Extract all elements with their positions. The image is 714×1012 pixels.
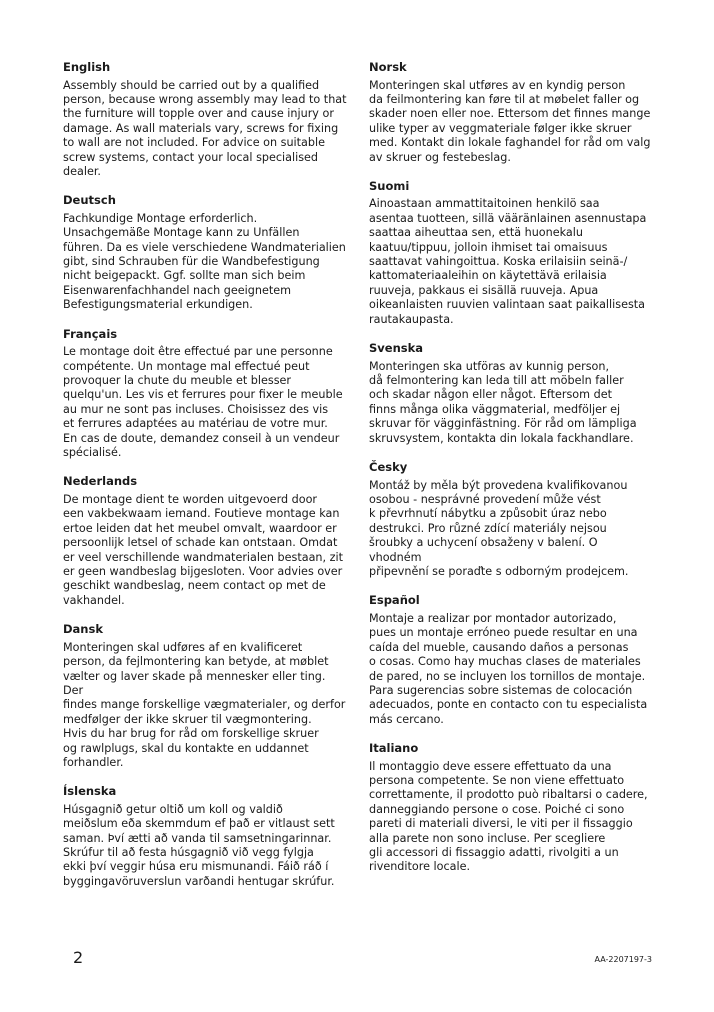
language-text: Húsgagnið getur oltið um koll og valdið meiðslum eða skemmdum ef það er vitlaust sett saman. Því ætti að vanda til samsetningarinnar. Skrúfur til að festa húsgagnið við vegg fylgja ekki því veggir húsa eru mismunandi. Fáið ráð í byggingavöruverslun varðandi hentugar skrúfur. <box>63 802 335 888</box>
left-column <box>63 60 347 903</box>
section-norsk <box>369 60 653 165</box>
language-heading: English <box>63 60 111 74</box>
language-heading: Dansk <box>63 622 103 637</box>
language-text: Il montaggio deve essere effettuato da una persona competente. Se non viene effettuato correttamente, il prodotto può ribaltarsi o cadere, danneggiando persone o cose. Poiché ci sono pareti di materiali diversi, le viti per il fissaggio alla parete non sono incluse. Per scegliere gli accessori di fissaggio adatti, rivolgiti a un rivenditore locale. <box>369 759 648 874</box>
language-heading: Deutsch <box>63 193 116 208</box>
language-heading: Íslenska <box>63 784 117 799</box>
section-francais <box>63 327 347 461</box>
section-espanol <box>369 593 653 727</box>
document-code: AA-2207197-3 <box>594 955 652 964</box>
language-heading: Suomi <box>369 178 410 193</box>
language-heading: Česky <box>369 460 408 475</box>
language-text: Le montage doit être effectué par une personne compétente. Un montage mal effectué peut provoquer la chute du meuble et blesser quelqu'un. Les vis et ferrures pour fixer le meuble au mur ne sont pas incluses. Choisissez des vis et ferrures adaptées au matériau de votre mur. En cas de doute, demandez conseil à un vendeur spécialisé. <box>63 345 343 460</box>
language-heading: Italiano <box>369 741 419 756</box>
section-islenska <box>63 784 347 889</box>
section-cesky <box>369 460 653 579</box>
language-heading: Nederlands <box>63 474 138 489</box>
language-text: Assembly should be carried out by a qualified person, because wrong assembly may lead to that the furniture will topple over and cause injury or damage. As wall materials vary, screws for fixing to wall are not included. For advice on suitable screw systems, contact your local specialised dealer. <box>63 78 347 178</box>
section-nederlands <box>63 474 347 608</box>
language-text: Ainoastaan ammattitaitoinen henkilö saa asentaa tuotteen, sillä vääränlainen asennustapa saattaa aiheuttaa sen, että huonekalu kaatuu/tippuu, jolloin ihmiset tai omaisuus saattavat vahingoittua. Koska erilaisiin seinä-/ kattomateriaaleihin on käytettävä erilaisia ruuveja, pakkaus ei sisällä ruuveja. Apua oikeanlaisten ruuvien valintaan saat paikallisesta rautakaupasta. <box>369 197 647 326</box>
language-text: Fachkundige Montage erforderlich. Unsachgemäße Montage kann zu Unfällen führen. Da es viele verschiedene Wandmaterialien gibt, sind Schrauben für die Wandbefestigung nicht beigepackt. Ggf. sollte man sich beim Eisenwarenfachhandel nach geeignetem Befestigungsmaterial erkundigen. <box>63 211 346 312</box>
language-heading: Svenska <box>369 341 424 356</box>
right-column <box>369 60 653 889</box>
language-heading: Español <box>369 593 420 608</box>
section-deutsch <box>63 193 347 312</box>
language-text: Montaje a realizar por montador autorizado, pues un montaje erróneo puede resultar en una caída del mueble, causando daños a personas o cosas. Como hay muchas clases de materiales de pared, no se incluyen los tornillos de montaje. Para sugerencias sobre sistemas de colocación adecuados, ponte en contacto con tu especialista más cercano. <box>369 611 648 726</box>
page-number: 2 <box>73 948 84 967</box>
language-text: Monteringen ska utföras av kunnig person, då felmontering kan leda till att möbeln faller och skadar någon eller något. Eftersom det finns många olika väggmaterial, medföljer ej skruvar för vägginfästning. För råd om lämpliga skruvsystem, kontakta din lokala fackhandlare. <box>369 359 637 445</box>
language-heading: Français <box>63 326 118 341</box>
language-heading: Norsk <box>369 60 407 74</box>
section-suomi <box>369 179 653 327</box>
language-text: Monteringen skal utføres av en kyndig person da feilmontering kan føre til at møbelet faller og skader noen eller noe. Ettersom det finnes mange ulike typer av veggmateriale følger ikke skruer med. Kontakt din lokale faghandel for råd om valg av skruer og festebeslag. <box>369 78 651 164</box>
section-svenska <box>369 341 653 446</box>
language-text: Montáž by měla být provedena kvalifikovanou osobou - nesprávné provedení může vést k převrhnutí nábytku a způsobit úraz nebo destrukci. Pro různé zdící materiály nejsou šroubky a uchycení obsaženy v balení. O vhodném připevnění se poraďte s odborným prodejcem. <box>369 478 629 578</box>
section-italiano <box>369 741 653 875</box>
section-dansk <box>63 622 347 770</box>
language-text: Monteringen skal udføres af en kvalificeret person, da fejlmontering kan betyde, at møblet vælter og laver skade på mennesker eller ting. Der findes mange forskellige vægmaterialer, og derfor medfølger der ikke skruer til vægmontering. Hvis du har brug for råd om forskellige skruer og rawlplugs, skal du kontakte en uddannet forhandler. <box>63 640 346 769</box>
section-english <box>63 60 347 179</box>
language-text: De montage dient te worden uitgevoerd door een vakbekwaam iemand. Foutieve montage kan ertoe leiden dat het meubel omvalt, waardoor er persoonlijk letsel of schade kan ontstaan. Omdat er veel verschillende wandmaterialen bestaan, zit er geen wandbeslag bijgesloten. Voor advies over geschikt wandbeslag, neem contact op met de vakhandel. <box>63 492 344 607</box>
